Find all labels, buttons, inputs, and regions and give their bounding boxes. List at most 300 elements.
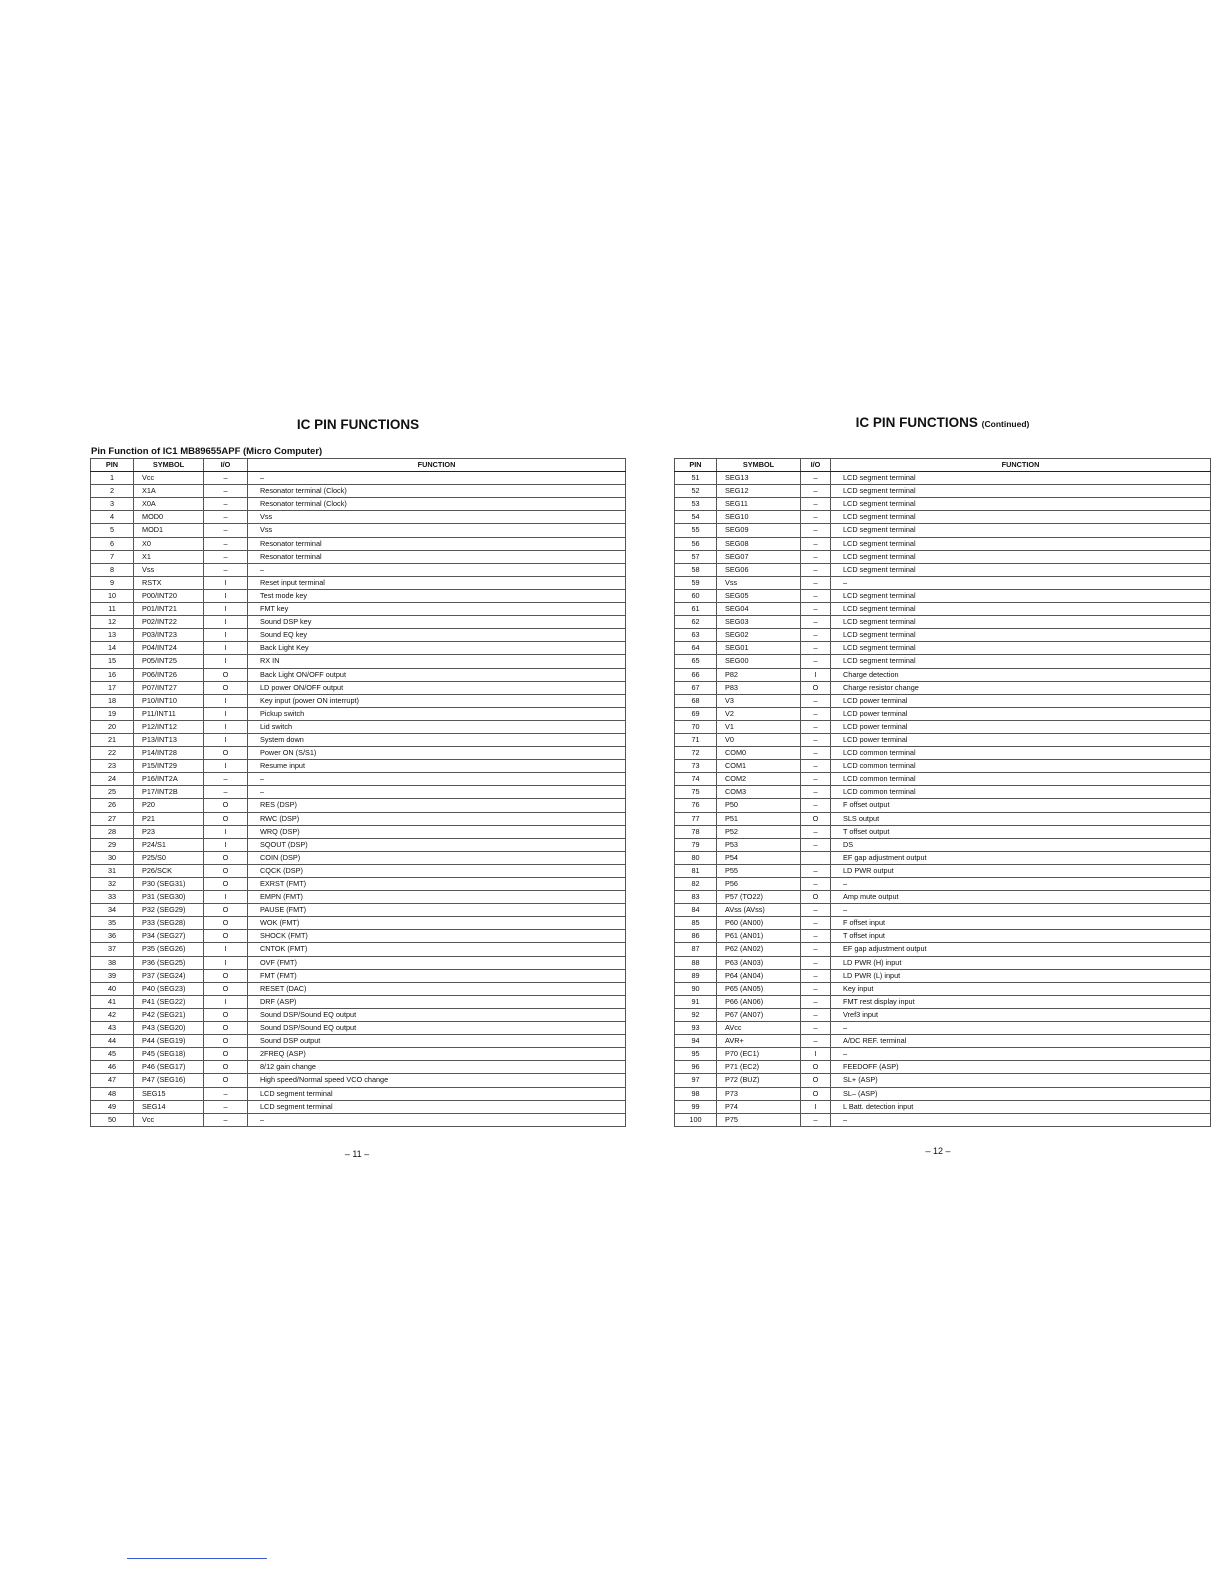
table-row — [91, 550, 626, 563]
cell-pin: 40 — [91, 982, 134, 995]
cell-io: – — [801, 589, 831, 602]
cell-symbol: Vss — [134, 563, 204, 576]
cell-function: – — [248, 563, 626, 576]
cell-io: I — [801, 668, 831, 681]
table-row — [675, 720, 1211, 733]
cell-function: DRF (ASP) — [248, 995, 626, 1008]
cell-function: OVF (FMT) — [248, 956, 626, 969]
table-row — [675, 1048, 1211, 1061]
table-row — [91, 642, 626, 655]
header-function: FUNCTION — [831, 459, 1211, 472]
cell-io: – — [204, 1113, 248, 1126]
table-row — [675, 825, 1211, 838]
cell-pin: 32 — [91, 878, 134, 891]
cell-io: I — [204, 589, 248, 602]
cell-function: EXRST (FMT) — [248, 878, 626, 891]
cell-function: CNTOK (FMT) — [248, 943, 626, 956]
table-row — [91, 956, 626, 969]
cell-io: O — [801, 812, 831, 825]
table-row — [91, 681, 626, 694]
cell-io: – — [801, 904, 831, 917]
cell-pin: 47 — [91, 1074, 134, 1087]
cell-pin: 36 — [91, 930, 134, 943]
cell-symbol: SEG08 — [717, 537, 801, 550]
cell-pin: 83 — [675, 891, 717, 904]
table-row — [675, 563, 1211, 576]
table-row — [91, 917, 626, 930]
cell-io: O — [204, 812, 248, 825]
cell-function: RWC (DSP) — [248, 812, 626, 825]
table-row — [91, 629, 626, 642]
cell-pin: 53 — [675, 498, 717, 511]
table-row — [675, 1022, 1211, 1035]
cell-pin: 46 — [91, 1061, 134, 1074]
cell-symbol: P03/INT23 — [134, 629, 204, 642]
cell-io: O — [204, 878, 248, 891]
cell-pin: 6 — [91, 537, 134, 550]
cell-pin: 66 — [675, 668, 717, 681]
cell-io: O — [801, 1087, 831, 1100]
cell-pin: 79 — [675, 838, 717, 851]
cell-function: FMT rest display input — [831, 995, 1211, 1008]
cell-pin: 51 — [675, 472, 717, 485]
table-row — [675, 1087, 1211, 1100]
cell-symbol: COM0 — [717, 747, 801, 760]
cell-function: Sound DSP output — [248, 1035, 626, 1048]
table-row — [91, 589, 626, 602]
cell-symbol: P40 (SEG23) — [134, 982, 204, 995]
cell-function: Amp mute output — [831, 891, 1211, 904]
cell-function: CQCK (DSP) — [248, 864, 626, 877]
cell-function: Sound DSP/Sound EQ output — [248, 1008, 626, 1021]
table-row — [91, 1008, 626, 1021]
cell-function: System down — [248, 733, 626, 746]
cell-pin: 77 — [675, 812, 717, 825]
cell-function: – — [831, 904, 1211, 917]
cell-pin: 57 — [675, 550, 717, 563]
cell-io: O — [204, 904, 248, 917]
table-body — [675, 472, 1211, 1127]
cell-io: O — [204, 1022, 248, 1035]
table-row — [91, 930, 626, 943]
cell-io: O — [204, 864, 248, 877]
cell-function: Vref3 input — [831, 1008, 1211, 1021]
cell-io: O — [204, 747, 248, 760]
page-title — [674, 413, 1211, 433]
cell-io: – — [204, 537, 248, 550]
cell-function: SLS output — [831, 812, 1211, 825]
table-row — [675, 707, 1211, 720]
cell-symbol: P12/INT12 — [134, 720, 204, 733]
cell-io: – — [801, 616, 831, 629]
cell-function: F offset output — [831, 799, 1211, 812]
cell-function: Lid switch — [248, 720, 626, 733]
cell-io: O — [204, 1035, 248, 1048]
cell-io: – — [801, 1035, 831, 1048]
cell-pin: 28 — [91, 825, 134, 838]
cell-pin: 64 — [675, 642, 717, 655]
cell-io: I — [204, 707, 248, 720]
table-row — [91, 878, 626, 891]
cell-pin: 90 — [675, 982, 717, 995]
pin-function-table-left — [90, 458, 626, 1127]
cell-function: – — [248, 472, 626, 485]
cell-symbol: SEG05 — [717, 589, 801, 602]
cell-function: – — [248, 786, 626, 799]
cell-pin: 3 — [91, 498, 134, 511]
cell-pin: 71 — [675, 733, 717, 746]
cell-pin: 60 — [675, 589, 717, 602]
cell-io: – — [801, 969, 831, 982]
table-row — [675, 485, 1211, 498]
cell-symbol: P06/INT26 — [134, 668, 204, 681]
table-row — [675, 1113, 1211, 1126]
cell-io: O — [204, 851, 248, 864]
cell-pin: 43 — [91, 1022, 134, 1035]
cell-pin: 49 — [91, 1100, 134, 1113]
cell-pin: 70 — [675, 720, 717, 733]
cell-symbol: P47 (SEG16) — [134, 1074, 204, 1087]
table-row — [91, 904, 626, 917]
cell-pin: 22 — [91, 747, 134, 760]
cell-io: – — [801, 694, 831, 707]
table-row — [91, 1022, 626, 1035]
cell-symbol: P51 — [717, 812, 801, 825]
table-row — [675, 629, 1211, 642]
cell-function: A/DC REF. terminal — [831, 1035, 1211, 1048]
table-row — [675, 864, 1211, 877]
cell-function: WOK (FMT) — [248, 917, 626, 930]
cell-io: – — [204, 485, 248, 498]
cell-pin: 95 — [675, 1048, 717, 1061]
cell-symbol: P32 (SEG29) — [134, 904, 204, 917]
header-pin: PIN — [675, 459, 717, 472]
cell-pin: 20 — [91, 720, 134, 733]
right-page — [674, 413, 1211, 1127]
cell-pin: 58 — [675, 563, 717, 576]
cell-io: – — [801, 629, 831, 642]
page-title-text: IC PIN FUNCTIONS — [855, 415, 978, 430]
cell-pin: 25 — [91, 786, 134, 799]
cell-symbol: X0 — [134, 537, 204, 550]
cell-io: O — [204, 1061, 248, 1074]
cell-pin: 34 — [91, 904, 134, 917]
cell-io: – — [801, 707, 831, 720]
cell-pin: 39 — [91, 969, 134, 982]
cell-function: LCD common terminal — [831, 786, 1211, 799]
cell-pin: 16 — [91, 668, 134, 681]
cell-function: LCD segment terminal — [831, 603, 1211, 616]
table-row — [675, 878, 1211, 891]
cell-symbol: P53 — [717, 838, 801, 851]
table-row — [91, 838, 626, 851]
cell-symbol: Vcc — [134, 1113, 204, 1126]
table-row — [675, 969, 1211, 982]
table-row — [675, 1074, 1211, 1087]
table-row — [91, 616, 626, 629]
cell-io: – — [801, 603, 831, 616]
cell-pin: 73 — [675, 760, 717, 773]
cell-io: – — [801, 1022, 831, 1035]
cell-function: Resume input — [248, 760, 626, 773]
cell-function: 8/12 gain change — [248, 1061, 626, 1074]
cell-symbol: X0A — [134, 498, 204, 511]
cell-pin: 45 — [91, 1048, 134, 1061]
table-row — [675, 576, 1211, 589]
cell-function: LCD segment terminal — [831, 472, 1211, 485]
cell-function: Sound DSP/Sound EQ output — [248, 1022, 626, 1035]
cell-function: High speed/Normal speed VCO change — [248, 1074, 626, 1087]
table-row — [675, 786, 1211, 799]
cell-function: T offset input — [831, 930, 1211, 943]
table-row — [91, 1100, 626, 1113]
cell-io: – — [801, 917, 831, 930]
cell-io: I — [204, 655, 248, 668]
cell-symbol: SEG12 — [717, 485, 801, 498]
cell-pin: 54 — [675, 511, 717, 524]
cell-function: LCD segment terminal — [831, 629, 1211, 642]
cell-symbol: P65 (AN05) — [717, 982, 801, 995]
cell-symbol: P60 (AN00) — [717, 917, 801, 930]
cell-symbol: V2 — [717, 707, 801, 720]
cell-symbol: P66 (AN06) — [717, 995, 801, 1008]
cell-io: – — [204, 550, 248, 563]
cell-io: I — [204, 891, 248, 904]
cell-symbol: SEG07 — [717, 550, 801, 563]
table-row — [675, 537, 1211, 550]
cell-pin: 68 — [675, 694, 717, 707]
cell-pin: 98 — [675, 1087, 717, 1100]
cell-function: Sound DSP key — [248, 616, 626, 629]
table-row — [91, 982, 626, 995]
cell-symbol: P13/INT13 — [134, 733, 204, 746]
cell-symbol: P10/INT10 — [134, 694, 204, 707]
cell-symbol: P74 — [717, 1100, 801, 1113]
cell-pin: 89 — [675, 969, 717, 982]
cell-io: – — [801, 930, 831, 943]
table-row — [675, 891, 1211, 904]
cell-io: O — [204, 1008, 248, 1021]
table-row — [675, 851, 1211, 864]
cell-io: I — [204, 642, 248, 655]
cell-symbol: P57 (TO22) — [717, 891, 801, 904]
cell-function: LCD common terminal — [831, 760, 1211, 773]
cell-pin: 84 — [675, 904, 717, 917]
cell-io: – — [801, 563, 831, 576]
cell-io: I — [204, 616, 248, 629]
cell-symbol: SEG10 — [717, 511, 801, 524]
cell-pin: 9 — [91, 576, 134, 589]
cell-function: LD PWR (H) input — [831, 956, 1211, 969]
cell-io: – — [801, 720, 831, 733]
cell-pin: 11 — [91, 603, 134, 616]
cell-function: Test mode key — [248, 589, 626, 602]
cell-function: PAUSE (FMT) — [248, 904, 626, 917]
cell-symbol: P52 — [717, 825, 801, 838]
cell-pin: 63 — [675, 629, 717, 642]
cell-pin: 10 — [91, 589, 134, 602]
table-row — [91, 891, 626, 904]
cell-symbol: SEG13 — [717, 472, 801, 485]
cell-function: L Batt. detection input — [831, 1100, 1211, 1113]
cell-io: I — [204, 629, 248, 642]
cell-pin: 97 — [675, 1074, 717, 1087]
cell-io: I — [204, 995, 248, 1008]
cell-function: LCD segment terminal — [248, 1100, 626, 1113]
cell-io: I — [204, 838, 248, 851]
cell-pin: 65 — [675, 655, 717, 668]
title-suffix: (Continued) — [981, 419, 1030, 429]
table-row — [675, 655, 1211, 668]
cell-function: Charge detection — [831, 668, 1211, 681]
cell-function: DS — [831, 838, 1211, 851]
table-row — [675, 511, 1211, 524]
cell-function: FEEDOFF (ASP) — [831, 1061, 1211, 1074]
table-row — [675, 681, 1211, 694]
cell-function: LCD segment terminal — [831, 655, 1211, 668]
cell-pin: 55 — [675, 524, 717, 537]
cell-io: – — [801, 838, 831, 851]
table-row — [91, 537, 626, 550]
cell-io: – — [204, 498, 248, 511]
table-row — [675, 589, 1211, 602]
cell-pin: 80 — [675, 851, 717, 864]
cell-function: RESET (DAC) — [248, 982, 626, 995]
cell-function: LCD common terminal — [831, 747, 1211, 760]
cell-io: – — [801, 511, 831, 524]
cell-symbol: P15/INT29 — [134, 760, 204, 773]
cell-pin: 74 — [675, 773, 717, 786]
table-row — [91, 655, 626, 668]
page-number-left: – 11 – — [344, 1149, 370, 1159]
cell-io: – — [801, 655, 831, 668]
cell-symbol: P75 — [717, 1113, 801, 1126]
cell-io: O — [204, 681, 248, 694]
cell-pin: 21 — [91, 733, 134, 746]
cell-function: WRQ (DSP) — [248, 825, 626, 838]
cell-io: – — [801, 485, 831, 498]
cell-symbol: P35 (SEG26) — [134, 943, 204, 956]
cell-symbol: P24/S1 — [134, 838, 204, 851]
table-row — [91, 864, 626, 877]
table-row — [675, 1008, 1211, 1021]
cell-function: LCD segment terminal — [831, 616, 1211, 629]
cell-symbol: MOD0 — [134, 511, 204, 524]
cell-io: O — [801, 1074, 831, 1087]
cell-io: – — [801, 642, 831, 655]
cell-pin: 33 — [91, 891, 134, 904]
cell-symbol: COM1 — [717, 760, 801, 773]
cell-symbol: P33 (SEG28) — [134, 917, 204, 930]
cell-symbol: P30 (SEG31) — [134, 878, 204, 891]
cell-symbol: SEG15 — [134, 1087, 204, 1100]
cell-symbol: P23 — [134, 825, 204, 838]
cell-function: Resonator terminal (Clock) — [248, 485, 626, 498]
cell-io: O — [801, 1061, 831, 1074]
cell-pin: 17 — [91, 681, 134, 694]
cell-io: – — [801, 524, 831, 537]
cell-symbol: P46 (SEG17) — [134, 1061, 204, 1074]
cell-symbol: P61 (AN01) — [717, 930, 801, 943]
cell-io: – — [204, 472, 248, 485]
cell-function: SL+ (ASP) — [831, 1074, 1211, 1087]
table-row — [675, 1100, 1211, 1113]
cell-io: O — [204, 668, 248, 681]
cell-io: O — [801, 891, 831, 904]
cell-function: FMT key — [248, 603, 626, 616]
cell-pin: 23 — [91, 760, 134, 773]
table-row — [91, 825, 626, 838]
cell-pin: 44 — [91, 1035, 134, 1048]
cell-pin: 41 — [91, 995, 134, 1008]
cell-pin: 88 — [675, 956, 717, 969]
cell-symbol: P05/INT25 — [134, 655, 204, 668]
table-row — [91, 1087, 626, 1100]
cell-function: – — [831, 1048, 1211, 1061]
cell-symbol: P02/INT22 — [134, 616, 204, 629]
cell-function: SHOCK (FMT) — [248, 930, 626, 943]
table-row — [91, 668, 626, 681]
table-row — [675, 1061, 1211, 1074]
cell-symbol: Vss — [717, 576, 801, 589]
cell-function: Reset input terminal — [248, 576, 626, 589]
cell-symbol: P54 — [717, 851, 801, 864]
cell-pin: 94 — [675, 1035, 717, 1048]
table-row — [675, 1035, 1211, 1048]
cell-function: LCD segment terminal — [831, 485, 1211, 498]
cell-io: – — [801, 747, 831, 760]
cell-function: EF gap adjustment output — [831, 851, 1211, 864]
cell-pin: 78 — [675, 825, 717, 838]
cell-symbol: P73 — [717, 1087, 801, 1100]
cell-io: – — [801, 799, 831, 812]
table-header-row — [675, 459, 1211, 472]
cell-pin: 86 — [675, 930, 717, 943]
table-row — [91, 1048, 626, 1061]
table-row — [675, 995, 1211, 1008]
table-row — [91, 799, 626, 812]
cell-io: O — [204, 930, 248, 943]
cell-symbol: Vcc — [134, 472, 204, 485]
cell-pin: 50 — [91, 1113, 134, 1126]
cell-symbol: P16/INT2A — [134, 773, 204, 786]
table-row — [91, 694, 626, 707]
cell-io: – — [801, 1113, 831, 1126]
cell-symbol: P11/INT11 — [134, 707, 204, 720]
table-row — [91, 603, 626, 616]
cell-pin: 69 — [675, 707, 717, 720]
cell-function: LD PWR (L) input — [831, 969, 1211, 982]
header-function: FUNCTION — [248, 459, 626, 472]
cell-symbol: SEG03 — [717, 616, 801, 629]
header-io: I/O — [801, 459, 831, 472]
cell-symbol: MOD1 — [134, 524, 204, 537]
pin-function-table-right — [674, 458, 1211, 1127]
cell-io: I — [801, 1100, 831, 1113]
cell-function: LCD segment terminal — [831, 498, 1211, 511]
cell-pin: 24 — [91, 773, 134, 786]
cell-pin: 59 — [675, 576, 717, 589]
cell-symbol: SEG01 — [717, 642, 801, 655]
cell-pin: 75 — [675, 786, 717, 799]
cell-function: COIN (DSP) — [248, 851, 626, 864]
table-row — [91, 707, 626, 720]
cell-symbol: AVcc — [717, 1022, 801, 1035]
table-row — [91, 1113, 626, 1126]
cell-symbol: SEG14 — [134, 1100, 204, 1113]
header-io: I/O — [204, 459, 248, 472]
cell-symbol: SEG04 — [717, 603, 801, 616]
